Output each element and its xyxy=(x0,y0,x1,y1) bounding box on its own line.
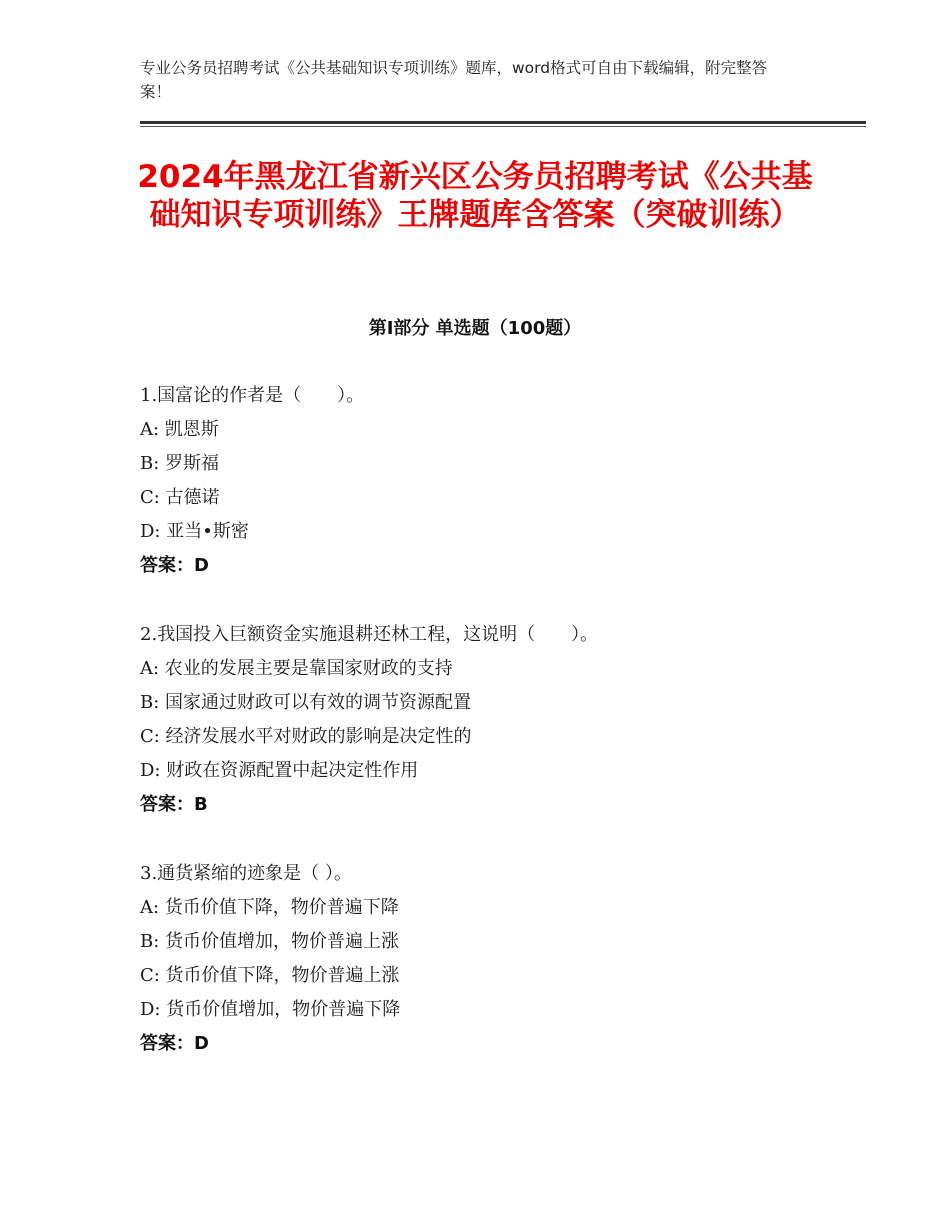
header-divider-thin xyxy=(140,126,866,127)
option-b: B: 货币价值增加，物价普遍上涨 xyxy=(140,931,400,952)
question-stem: 1.国富论的作者是（ ）。 xyxy=(140,385,365,406)
option-c: C: 经济发展水平对财政的影响是决定性的 xyxy=(140,726,472,747)
question-block-2 xyxy=(140,618,840,822)
header-note: 专业公务员招聘考试《公共基础知识专项训练》题库，word格式可自由下载编辑，附完整答案！ xyxy=(140,59,768,101)
option-b: B: 罗斯福 xyxy=(140,453,220,474)
question-stem: 3.通货紧缩的迹象是（ ）。 xyxy=(140,863,352,884)
option-a: A: 农业的发展主要是靠国家财政的支持 xyxy=(140,658,453,679)
option-c: C: 货币价值下降，物价普遍上涨 xyxy=(140,965,400,986)
option-d: D: 货币价值增加，物价普遍下降 xyxy=(140,999,401,1020)
option-d: D: 财政在资源配置中起决定性作用 xyxy=(140,760,419,781)
answer-label: 答案：D xyxy=(140,1033,209,1054)
header-divider-thick xyxy=(140,121,866,124)
option-a: A: 货币价值下降，物价普遍下降 xyxy=(140,897,399,918)
document-title: 2024年黑龙江省新兴区公务员招聘考试《公共基础知识专项训练》王牌题库含答案（突破训练） xyxy=(137,159,813,233)
option-a: A: 凯恩斯 xyxy=(140,419,219,440)
question-block-3 xyxy=(140,857,840,1061)
answer-label: 答案：B xyxy=(140,794,208,815)
option-b: B: 国家通过财政可以有效的调节资源配置 xyxy=(140,692,472,713)
question-stem: 2.我国投入巨额资金实施退耕还林工程，这说明（ ）。 xyxy=(140,624,599,645)
option-c: C: 古德诺 xyxy=(140,487,220,508)
question-block-1 xyxy=(140,379,840,583)
option-d: D: 亚当•斯密 xyxy=(140,521,249,542)
answer-label: 答案：D xyxy=(140,555,209,576)
section-title: 第Ⅰ部分 单选题（100题） xyxy=(368,318,582,339)
